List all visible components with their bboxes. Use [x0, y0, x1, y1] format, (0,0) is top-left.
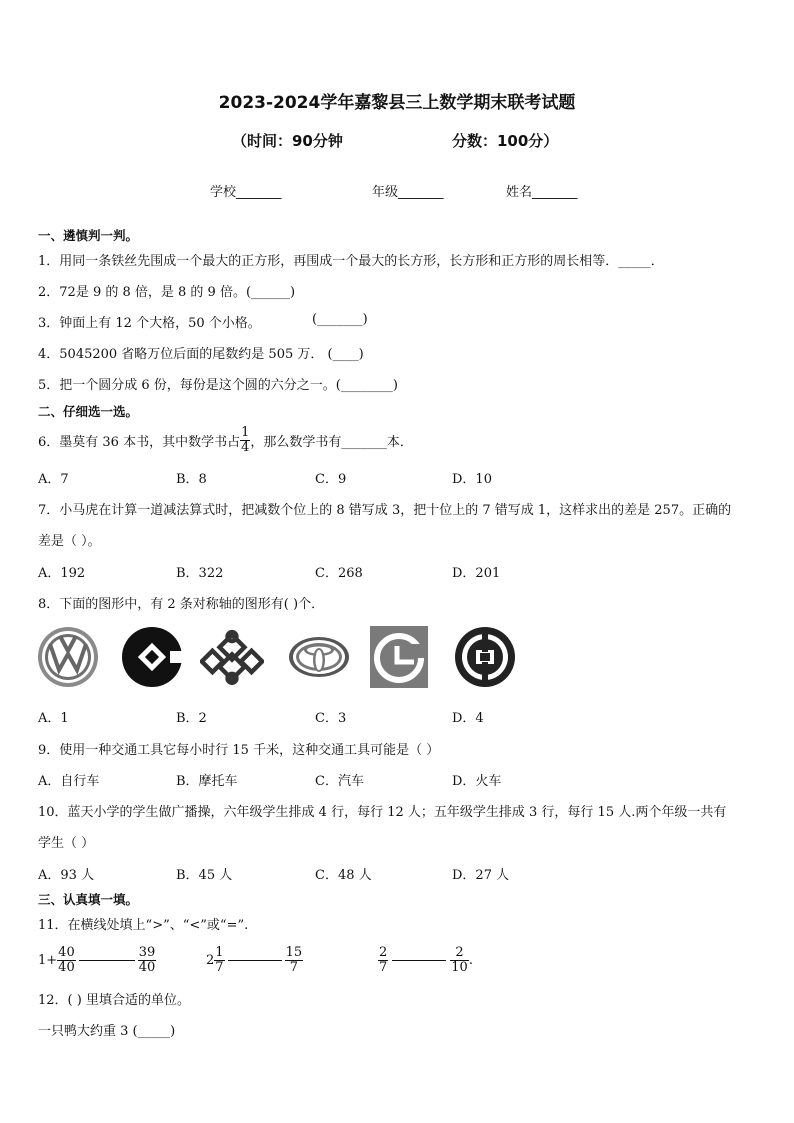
- question-3-blank: (_______): [312, 312, 368, 327]
- china-unicom-logo: [200, 624, 264, 690]
- bank-of-china-logo: [453, 624, 517, 690]
- q9-option-d[interactable]: D．火车: [452, 774, 502, 789]
- q11-e2-answer-line[interactable]: [228, 959, 282, 961]
- question-2: 2．72是 9 的 8 倍，是 8 的 9 倍。(______): [38, 285, 296, 300]
- q11-e2-right-fraction: [285, 946, 304, 974]
- fraction-denominator: 10: [451, 959, 468, 975]
- question-6-fraction: [240, 426, 250, 454]
- q11-e3-answer-line[interactable]: [392, 959, 446, 961]
- q7-option-a[interactable]: A．192: [38, 566, 86, 581]
- q11-e2-left-fraction: [214, 946, 224, 974]
- question-7-line-2: 差是（ ）。: [38, 534, 101, 549]
- q11-expression-3: [378, 938, 473, 982]
- fraction-numerator: 40: [58, 944, 75, 960]
- q10-option-c[interactable]: C．48 人: [315, 868, 372, 883]
- question-9: 9．使用一种交通工具它每小时行 15 千米，这种交通工具可能是（ ）: [38, 743, 440, 758]
- fraction-denominator: 7: [285, 960, 304, 975]
- q6-option-d[interactable]: D．10: [452, 472, 492, 487]
- q11-expression-1: [38, 938, 156, 982]
- q11-end-period: .: [468, 952, 473, 968]
- q10-option-b[interactable]: B．45 人: [176, 868, 233, 883]
- q11-e3-right-fraction: [450, 946, 469, 974]
- school-field: 学校_______: [210, 185, 282, 200]
- name-field: 姓名_______: [506, 185, 578, 200]
- question-6-text-before: 6．墨莫有 36 本书，其中数学书占: [38, 434, 241, 450]
- q10-option-d[interactable]: D．27 人: [452, 868, 510, 883]
- fraction-denominator: 40: [138, 959, 156, 975]
- toyota-logo: [286, 624, 352, 690]
- q11-expression-2: [206, 938, 303, 982]
- q10-option-a[interactable]: A．93 人: [38, 868, 95, 883]
- question-12: 12．( ) 里填合适的单位。: [38, 993, 190, 1008]
- fraction-numerator: 2: [379, 944, 388, 960]
- question-8: 8．下面的图形中，有 2 条对称轴的图形有( )个．: [38, 597, 325, 612]
- q11-e1-answer-line[interactable]: [79, 959, 135, 961]
- section-1-heading: 一、遴慎判一判。: [38, 228, 139, 243]
- q6-option-c[interactable]: C．9: [315, 472, 347, 487]
- q6-option-b[interactable]: B．8: [176, 472, 207, 487]
- exam-time: （时间：90分钟: [232, 132, 343, 150]
- fraction-numerator: 39: [138, 944, 156, 960]
- question-10-line-2: 学生（ ）: [38, 836, 95, 851]
- question-3: 3．钟面上有 12 个大格，50 个小格。: [38, 316, 261, 331]
- fraction-denominator: 7: [215, 959, 224, 975]
- page-title: 2023-2024学年嘉黎县三上数学期末联考试题: [218, 93, 576, 113]
- exam-score: 分数：100分）: [452, 132, 559, 150]
- q7-option-d[interactable]: D．201: [452, 566, 501, 581]
- fraction-numerator: 2: [455, 944, 464, 960]
- q8-option-d[interactable]: D．4: [452, 711, 484, 726]
- question-11: 11．在横线处填上“>”、“<”或“=”.: [38, 918, 249, 933]
- volkswagen-logo: [36, 624, 100, 690]
- fraction-denominator: 4: [241, 439, 250, 455]
- q6-option-a[interactable]: A．7: [38, 472, 69, 487]
- q9-option-a[interactable]: A．自行车: [38, 774, 100, 789]
- section-3-heading: 三、认真填一填。: [38, 892, 139, 907]
- q8-option-a[interactable]: A．1: [38, 711, 69, 726]
- fraction-numerator: 1: [215, 944, 224, 960]
- grade-field: 年级_______: [372, 185, 444, 200]
- q11-e1-prefix: 1+: [38, 952, 58, 968]
- q7-option-c[interactable]: C．268: [315, 566, 363, 581]
- q7-option-b[interactable]: B．322: [176, 566, 224, 581]
- q9-option-b[interactable]: B．摩托车: [176, 774, 238, 789]
- question-6: [38, 420, 413, 460]
- fraction-numerator: 15: [285, 944, 303, 960]
- question-4: 4．5045200 省略万位后面的尾数约是 505 万． (____): [38, 347, 364, 362]
- q9-option-c[interactable]: C．汽车: [315, 774, 364, 789]
- q11-e1-left-fraction: [57, 946, 76, 974]
- fraction-denominator: 40: [58, 959, 75, 975]
- q11-e2-whole: 2: [206, 952, 215, 968]
- fraction-denominator: 7: [379, 959, 388, 975]
- question-6-text-after: ，那么数学书有_______本．: [250, 434, 413, 450]
- q8-option-b[interactable]: B．2: [176, 711, 207, 726]
- square-logo: [368, 624, 430, 690]
- construction-bank-logo: [120, 624, 184, 690]
- question-12-sub: 一只鸭大约重 3 (_____): [38, 1024, 176, 1039]
- q11-e3-left-fraction: [378, 946, 388, 974]
- fraction-numerator: 1: [241, 424, 250, 440]
- question-10-line-1: 10．蓝天小学的学生做广播操，六年级学生排成 4 行，每行 12 人；五年级学生排成 3 行，每行 15 人.两个年级一共有: [38, 805, 727, 820]
- question-7-line-1: 7．小马虎在计算一道减法算式时，把减数个位上的 8 错写成 3，把十位上的 7 错写成 1，这样求出的差是 257。正确的: [38, 503, 732, 518]
- section-2-heading: 二、仔细选一选。: [38, 404, 139, 419]
- question-5: 5．把一个圆分成 6 份，每份是这个圆的六分之一。(________): [38, 378, 398, 393]
- question-1: 1．用同一条铁丝先围成一个最大的正方形，再围成一个最大的长方形，长方形和正方形的周长相等．_____．: [38, 254, 664, 269]
- q8-option-c[interactable]: C．3: [315, 711, 347, 726]
- q11-e1-right-fraction: [138, 946, 157, 974]
